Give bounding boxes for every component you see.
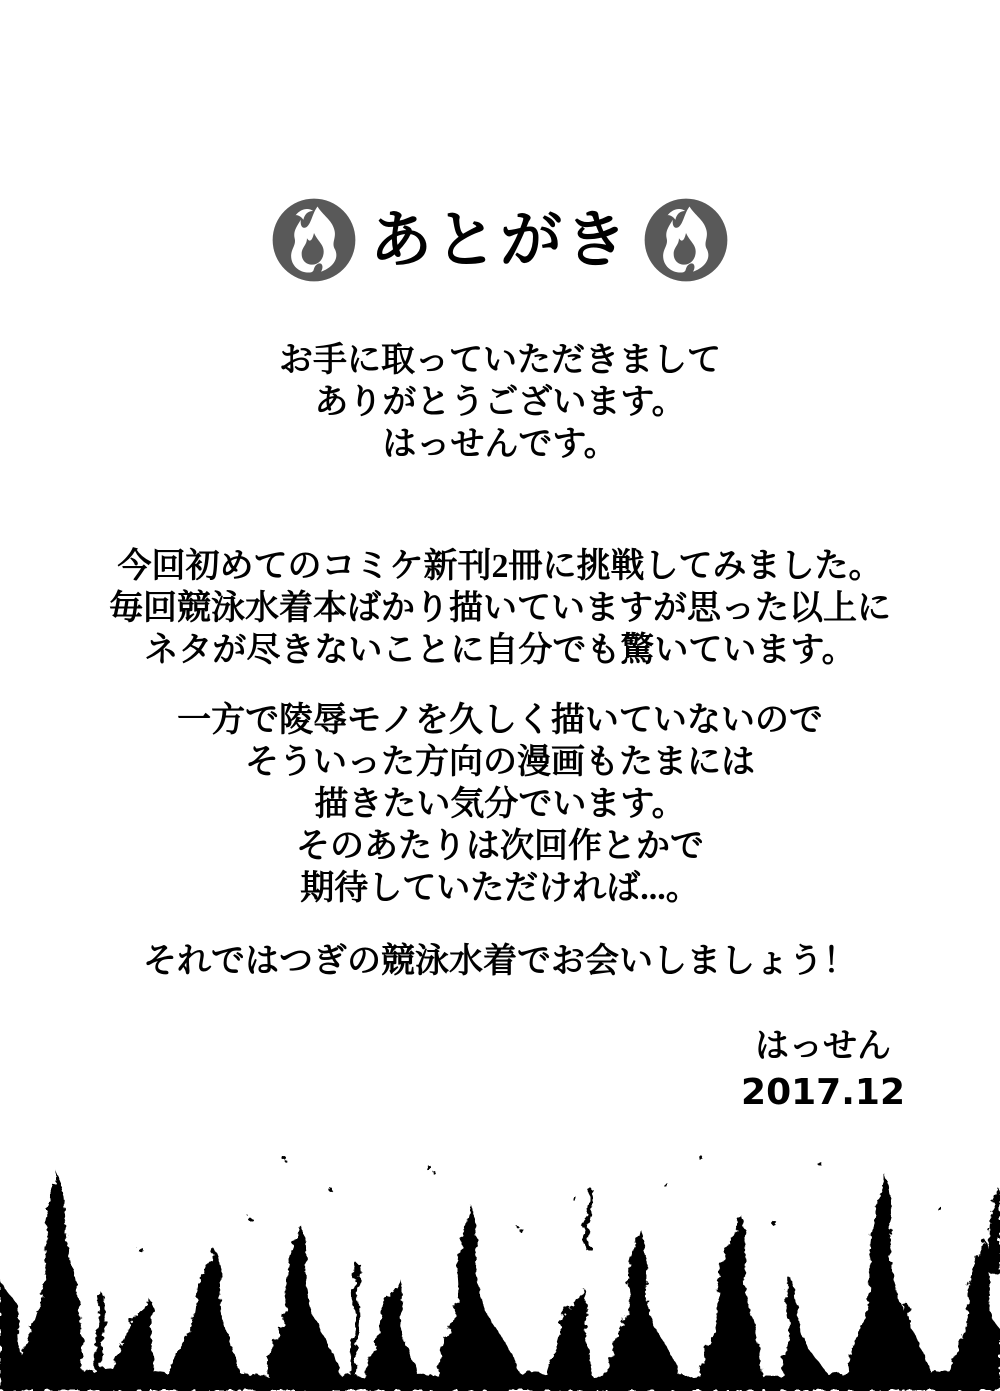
text-line: 今回初めてのコミケ新刊2冊に挑戦してみました。 xyxy=(117,548,883,585)
text-line: お手に取っていただきまして xyxy=(279,342,721,379)
author-name: はっせん xyxy=(755,1028,892,1065)
text-line: はっせんです。 xyxy=(382,426,618,463)
flame-icon xyxy=(270,196,358,284)
closing-line xyxy=(0,941,1000,983)
flame-artwork xyxy=(0,1129,1000,1391)
future-plans-paragraph xyxy=(0,700,1000,910)
text-line: そういった方向の漫画もたまには xyxy=(245,744,755,781)
text-line: 描きたい気分でいます。 xyxy=(314,786,686,823)
signature-block xyxy=(741,1024,905,1116)
text-line: そのあたりは次回作とかで xyxy=(296,828,704,865)
greeting-paragraph xyxy=(0,340,1000,466)
flame-icon xyxy=(642,196,730,284)
text-line: ネタが尽きないことに自分でも驚いています。 xyxy=(144,632,856,669)
comiket-paragraph xyxy=(0,546,1000,672)
title-row xyxy=(0,196,1000,284)
text-line: 一方で陵辱モノを久しく描いていないので xyxy=(177,702,823,739)
page-title: あとがき xyxy=(369,203,630,276)
text-line: それではつぎの競泳水着でお会いしましょう！ xyxy=(143,943,857,980)
publication-date: 2017.12 xyxy=(741,1072,905,1113)
text-line: ありがとうございます。 xyxy=(314,384,686,421)
text-line: 期待していただければ...。 xyxy=(300,870,700,907)
text-line: 毎回競泳水着本ばかり描いていますが思った以上に xyxy=(109,590,891,627)
